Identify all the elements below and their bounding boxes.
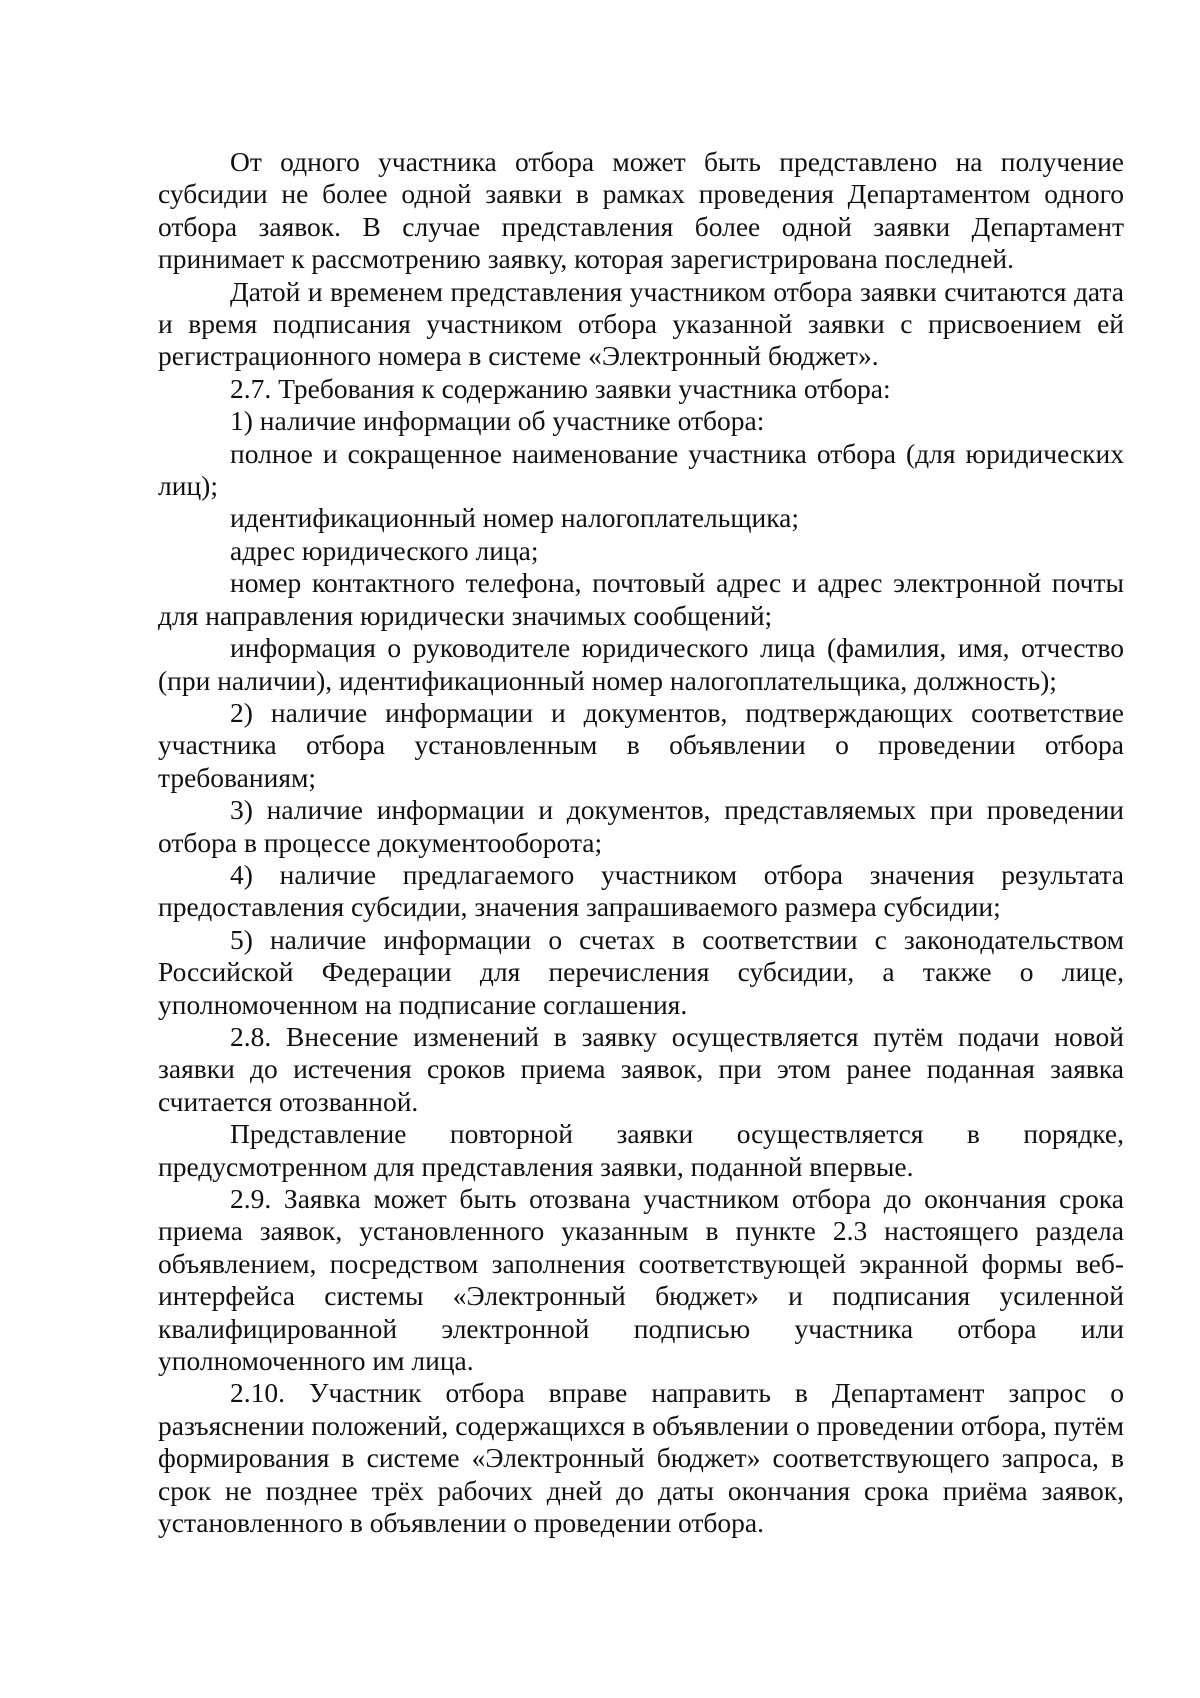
paragraph-one-application-rule: От одного участника отбора может быть представлено на получение субсидии не более одной заявки в рамках проведения Департаментом одного отбора заявок. В случае представления более одной заявки Департамент принимает к рассмотрению заявку, которая зарегистрирована последней. xyxy=(158,146,1124,275)
paragraph-section-2-10: 2.10. Участник отбора вправе направить в Департамент запрос о разъяснении положений, содержащихся в объявлении о проведении отбора, путём формирования в системе «Электронный бюджет» соответствующего запроса, в срок не позднее трёх рабочих дней до даты окончания срока приёма заявок, установленного в объявлении о проведении отбора. xyxy=(158,1377,1124,1539)
paragraph-item-1: 1) наличие информации об участнике отбора: xyxy=(230,405,765,437)
paragraph-submission-date: Датой и временем представления участником отбора заявки считаются дата и время подписания участником отбора указанной заявки с присвоением ей регистрационного номера в системе «Электронный бюджет». xyxy=(158,275,1124,372)
paragraph-full-name: полное и сокращенное наименование участника отбора (для юридических лиц); xyxy=(158,437,1124,502)
paragraph-contacts: номер контактного телефона, почтовый адрес и адрес электронной почты для направления юридически значимых сообщений; xyxy=(158,567,1124,631)
paragraph-item-5: 5) наличие информации о счетах в соответствии с законодательством Российской Федерации для перечисления субсидии, а также о лице, уполномоченном на подписание соглашения. xyxy=(158,923,1124,1020)
document-body xyxy=(158,146,1124,1539)
paragraph-section-2-7: 2.7. Требования к содержанию заявки участника отбора: xyxy=(230,372,891,404)
paragraph-head-info: информация о руководителе юридического лица (фамилия, имя, отчество (при наличии), идентификационный номер налогоплательщика, должность); xyxy=(158,632,1124,696)
paragraph-section-2-9: 2.9. Заявка может быть отозвана участником отбора до окончания срока приема заявок, установленного указанным в пункте 2.3 настоящего раздела объявлением, посредством заполнения соответствующей экранной формы веб-интерфейса системы «Электронный бюджет» и подписания усиленной квалифицированной электронной подписью участника отбора или уполномоченного им лица. xyxy=(158,1183,1124,1377)
paragraph-item-4: 4) наличие предлагаемого участником отбора значения результата предоставления субсидии, значения запрашиваемого размера субсидии; xyxy=(158,858,1124,923)
paragraph-inn: идентификационный номер налогоплательщика; xyxy=(230,502,800,534)
paragraph-item-3: 3) наличие информации и документов, представляемых при проведении отбора в процессе документооборота; xyxy=(158,794,1124,858)
paragraph-repeat-application: Представление повторной заявки осуществляется в порядке, предусмотренном для представления заявки, поданной впервые. xyxy=(158,1118,1124,1182)
paragraph-section-2-8: 2.8. Внесение изменений в заявку осуществляется путём подачи новой заявки до истечения сроков приема заявок, при этом ранее поданная заявка считается отозванной. xyxy=(158,1020,1124,1117)
paragraph-legal-address: адрес юридического лица; xyxy=(230,534,539,566)
paragraph-item-2: 2) наличие информации и документов, подтверждающих соответствие участника отбора установленным в объявлении о проведении отбора требованиям; xyxy=(158,696,1124,793)
